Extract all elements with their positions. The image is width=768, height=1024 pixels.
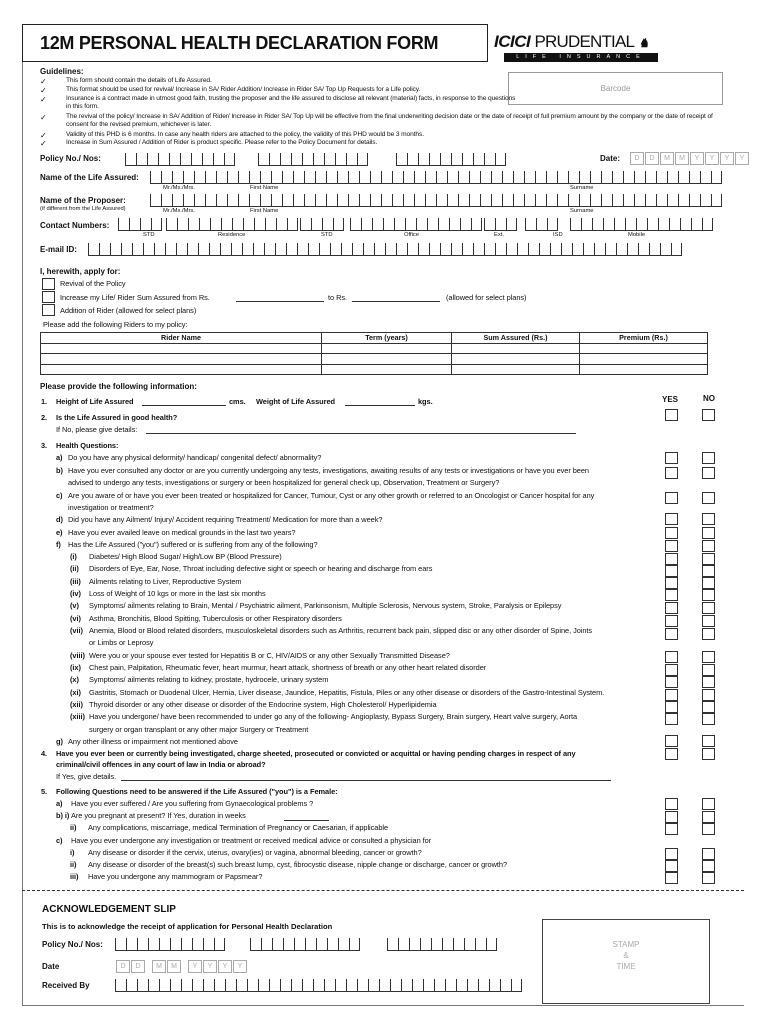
hint-std: STD — [143, 232, 155, 238]
q1-kgs: kgs. — [418, 397, 433, 406]
f-item-no-checkbox[interactable] — [702, 565, 715, 577]
q4-no-checkbox[interactable] — [702, 748, 715, 760]
table-row[interactable] — [41, 354, 708, 365]
q5-item-text: Any disease or disorder of the breast(s) such breast lump, cyst, fibrocystic disease, nipple change or discharge, cancer or growth? — [88, 860, 508, 869]
f-item-no-checkbox[interactable] — [702, 701, 715, 713]
f-item-text: Disorders of Eye, Ear, Nose, Throat including defective sight or speech or hearing and discharge from ears — [89, 564, 433, 573]
f-item-number: (ii) — [70, 564, 79, 573]
q5-item-number: c) — [56, 836, 63, 845]
q3-number: 3. — [41, 441, 48, 450]
f-item-yes-checkbox[interactable] — [665, 553, 678, 565]
f-item-text: Symptoms/ ailments relating to Brain, Mental / Psychiatric ailment, Parkinsonism, Multiple Sclerosis, Nervous system, Stroke, Paralysis or Epilepsy — [89, 601, 562, 610]
cut-line — [22, 890, 744, 891]
f-item-no-checkbox[interactable] — [702, 713, 715, 725]
f-item-yes-checkbox[interactable] — [665, 713, 678, 725]
f-item-no-checkbox[interactable] — [702, 577, 715, 589]
q3-item-number: c) — [56, 491, 63, 500]
stamp-time-box — [542, 919, 710, 1004]
f-item-no-checkbox[interactable] — [702, 689, 715, 701]
f-item-number: (xiii) — [70, 712, 85, 721]
q3-item-no-checkbox[interactable] — [702, 540, 715, 552]
q3-item-no-checkbox[interactable] — [702, 467, 715, 479]
stamp-line-2: & — [623, 951, 629, 960]
f-item-no-checkbox[interactable] — [702, 615, 715, 627]
contact-isd-input[interactable] — [525, 218, 558, 231]
policy-no-input-1[interactable] — [125, 153, 235, 166]
increase-label: Increase my Life/ Rider Sum Assured from Rs. — [60, 293, 210, 302]
f-item-no-checkbox[interactable] — [702, 602, 715, 614]
f-item-text: Chest pain, Palpitation, Rheumatic fever, heart murmur, heart attack, shortness of breath or any other heart related disorder — [89, 663, 487, 672]
q5-item-number: ii) — [70, 860, 77, 869]
q2-yes-checkbox[interactable] — [665, 409, 678, 421]
f-item-text: Loss of Weight of 10 kgs or more in the last six months — [89, 589, 266, 598]
q3-g-item-no-checkbox[interactable] — [702, 735, 715, 747]
f-item-number: (iv) — [70, 589, 81, 598]
guidelines-heading: Guidelines: — [40, 67, 84, 76]
q5-item-no-checkbox[interactable] — [702, 823, 715, 835]
f-item-no-checkbox[interactable] — [702, 628, 715, 640]
proposer-name-input[interactable] — [150, 194, 722, 207]
f-item-no-checkbox[interactable] — [702, 553, 715, 565]
q1-cms: cms. — [229, 397, 246, 406]
life-assured-label: Name of the Life Assured: — [40, 173, 139, 182]
increase-to-label: to Rs. — [328, 293, 348, 302]
q4-yes-checkbox[interactable] — [665, 748, 678, 760]
f-item-text: surgery or organ transplant or any other major Surgery or Treatment — [89, 725, 309, 734]
q5-item-yes-checkbox[interactable] — [665, 872, 678, 884]
q1-weight-label: Weight of Life Assured — [256, 397, 335, 406]
q5-item-text: Are you pregnant at present? If Yes, duration in weeks — [71, 811, 246, 820]
q4-line-1: Have you ever been or currently being investigated, charge sheeted, prosecuted or convicted or acquittal or having pending charges in respect of any — [56, 749, 576, 758]
f-item-text: Asthma, Bronchitis, Blood Spitting, Tuberculosis or other Respiratory disorders — [89, 614, 342, 623]
q3-item-text: Has the Life Assured ("you") suffered or is suffering from any of the following? — [68, 540, 318, 549]
q3-item-yes-checkbox[interactable] — [665, 467, 678, 479]
proposer-label: Name of the Proposer: — [40, 196, 126, 205]
policy-no-input-3[interactable] — [396, 153, 506, 166]
q3-label: Health Questions: — [56, 441, 119, 450]
q3-item-no-checkbox[interactable] — [702, 527, 715, 539]
f-item-number: (xii) — [70, 700, 83, 709]
q2-detail-input[interactable] — [146, 433, 576, 434]
f-item-yes-checkbox[interactable] — [665, 701, 678, 713]
q5-label: Following Questions need to be answered if the Life Assured ("you") is a Female: — [56, 787, 338, 796]
stamp-line-1: STAMP — [612, 940, 640, 949]
q5-item-no-checkbox[interactable] — [702, 811, 715, 823]
contact-office-input[interactable] — [350, 218, 482, 231]
q5-item-yes-checkbox[interactable] — [665, 798, 678, 810]
contact-residence-input[interactable] — [166, 218, 298, 231]
f-item-number: (viii) — [70, 651, 85, 660]
col-term: Term (years) — [322, 333, 452, 344]
proposer-note: (if different from the Life Assured) — [40, 206, 126, 212]
q3-item-yes-checkbox[interactable] — [665, 492, 678, 504]
f-item-no-checkbox[interactable] — [702, 589, 715, 601]
left-border — [22, 62, 23, 892]
increase-from-input[interactable] — [236, 301, 324, 302]
apply-heading: I, herewith, apply for: — [40, 267, 121, 276]
contact-ext-input[interactable] — [484, 218, 517, 231]
q3-item-number: b) — [56, 466, 63, 475]
q3-item-text: Did you have any Ailment/ Injury/ Accident requiring Treatment/ Medication for more than a week? — [68, 515, 383, 524]
col-sum-assured: Sum Assured (Rs.) — [452, 333, 580, 344]
ack-policy-input-3[interactable] — [387, 938, 497, 951]
f-item-yes-checkbox[interactable] — [665, 602, 678, 614]
ack-policy-input-2[interactable] — [250, 938, 360, 951]
company-logo — [494, 27, 706, 65]
q3-item-yes-checkbox[interactable] — [665, 513, 678, 525]
left-border-slip — [22, 892, 23, 1006]
f-item-text: Were you or your spouse ever tested for Hepatitis B or C, HIV/AIDS or any other Sexually Transmitted Disease? — [89, 651, 450, 660]
guideline-item: ✓ Insurance is a contract made in utmost good faith, trusting the proposer and the life assured to disclose all relevant (material) facts, in response to the questions in this form. — [40, 95, 516, 111]
f-item-text: Have you undergone/ have been recommended to under go any of the following- Angioplasty, Bypass Surgery, Brain surgery, Heart valve surgery, Aorta — [89, 712, 578, 721]
stamp-line-3: TIME — [616, 962, 636, 971]
ack-heading: ACKNOWLEDGEMENT SLIP — [42, 904, 176, 915]
hint-first-name: First Name — [250, 208, 279, 214]
f-item-yes-checkbox[interactable] — [665, 628, 678, 640]
col-premium: Premium (Rs.) — [580, 333, 708, 344]
ack-policy-label: Policy No./ Nos: — [42, 940, 103, 949]
q3-item-number: a) — [56, 453, 63, 462]
q5-item-no-checkbox[interactable] — [702, 860, 715, 872]
check-icon: ✓ — [40, 77, 47, 86]
q3-item-no-checkbox[interactable] — [702, 452, 715, 464]
f-item-no-checkbox[interactable] — [702, 651, 715, 663]
f-item-yes-checkbox[interactable] — [665, 689, 678, 701]
bottom-border — [22, 1005, 744, 1006]
q3-item-text: Are you aware of or have you ever been treated or hospitalized for Cancer, Tumour, Cyst or any other growth or referred to an Oncologist or Cancer hospital for any — [68, 491, 595, 500]
q5-item-number: a) — [56, 799, 63, 808]
f-item-yes-checkbox[interactable] — [665, 651, 678, 663]
logo-brand: ICICI — [494, 32, 531, 51]
f-item-text: Anemia, Blood or Blood related disorders, musculoskeletal disorders such as Arthritis, recurrent back pain, slipped disc or any other disorder of Spine, Joints — [89, 626, 593, 635]
q5-item-yes-checkbox[interactable] — [665, 848, 678, 860]
q3-g-item-yes-checkbox[interactable] — [665, 735, 678, 747]
f-item-number: (vii) — [70, 626, 83, 635]
f-item-text: Ailments relating to Liver, Reproductive System — [89, 577, 242, 586]
f-item-yes-checkbox[interactable] — [665, 577, 678, 589]
increase-to-input[interactable] — [352, 301, 440, 302]
q3-item-number: d) — [56, 515, 63, 524]
email-input[interactable] — [88, 243, 682, 256]
height-input[interactable] — [142, 405, 226, 406]
revival-checkbox[interactable] — [42, 278, 55, 290]
f-item-text: or Limbs or Leprosy — [89, 638, 154, 647]
weight-input[interactable] — [345, 405, 415, 406]
hint-std: STD — [321, 232, 333, 238]
email-label: E-mail ID: — [40, 245, 77, 254]
q3-item-text: investigation or treatment? — [68, 503, 154, 512]
q3-g-item-number: g) — [56, 737, 63, 746]
hint-isd: ISD — [553, 232, 563, 238]
q2-label: Is the Life Assured in good health? — [56, 413, 178, 422]
q5-item-text: Any complications, miscarriage, medical Termination of Pregnancy or Caesarian, if applicable — [88, 823, 389, 832]
hint-ext: Ext. — [494, 232, 504, 238]
q5-item-no-checkbox[interactable] — [702, 848, 715, 860]
f-item-text: Gastritis, Stomach or Duodenal Ulcer, Hernia, Liver disease, Jaundice, Hepatitis, Fistula, Piles or any other disease or disorders of the Gastro-Intestinal System. — [89, 688, 605, 697]
f-item-number: (x) — [70, 675, 79, 684]
q4-number: 4. — [41, 749, 48, 758]
check-icon: ✓ — [40, 95, 47, 104]
q5-item-yes-checkbox[interactable] — [665, 860, 678, 872]
f-item-no-checkbox[interactable] — [702, 676, 715, 688]
f-item-number: (ix) — [70, 663, 81, 672]
q5-item-yes-checkbox[interactable] — [665, 823, 678, 835]
q5-item-yes-checkbox[interactable] — [665, 811, 678, 823]
f-item-number: (iii) — [70, 577, 81, 586]
q5-item-text: Have you ever suffered / Are you suffering from Gynaecological problems ? — [71, 799, 314, 808]
q4-line-2: criminal/civil offences in any court of law in India or abroad? — [56, 760, 266, 769]
logo-subtitle: LIFE INSURANCE — [504, 53, 658, 62]
f-item-yes-checkbox[interactable] — [665, 615, 678, 627]
guideline-item: ✓ This form should contain the details of Life Assured. — [40, 77, 212, 86]
no-header: NO — [703, 394, 715, 403]
f-item-number: (vi) — [70, 614, 81, 623]
q5-item-no-checkbox[interactable] — [702, 798, 715, 810]
q2-number: 2. — [41, 413, 48, 422]
hint-title: Mr./Ms./Mrs. — [163, 185, 195, 191]
q5-item-number: b) i) — [56, 811, 70, 820]
hint-first-name: First Name — [250, 185, 279, 191]
guideline-item: ✓ The revival of the policy/ Increase in SA/ Addition of Rider/ Increase in Rider SA/ Top Up will be effective from the final underwriting decision date or the date of receipt of full premium amount by the company or the date of receipt of consent for the revised premium, whichever is later. — [40, 113, 713, 129]
q3-item-number: f) — [56, 540, 61, 549]
f-item-number: (v) — [70, 601, 79, 610]
table-row[interactable] — [41, 343, 708, 354]
riders-table — [40, 332, 708, 375]
contact-mobile-input[interactable] — [570, 218, 713, 231]
check-icon: ✓ — [40, 139, 47, 148]
contact-office-std-input[interactable] — [300, 218, 344, 231]
hint-mobile: Mobile — [628, 232, 646, 238]
q1-number: 1. — [41, 397, 48, 406]
q3-item-text: Have you ever consulted any doctor or are you currently undergoing any tests, investigations, awaiting results of any tests or investigations or have you ever been — [68, 466, 589, 475]
q5-item-text: Any disease or disorder if the cervix, uterus, ovary(ies) or vagina, abnormal bleeding, cancer or growth? — [88, 848, 422, 857]
q1-height-label: Height of Life Assured — [56, 397, 134, 406]
q5-item-number: iii) — [70, 872, 79, 881]
policy-no-input-2[interactable] — [258, 153, 368, 166]
hint-surname: Surname — [570, 185, 594, 191]
addition-checkbox[interactable] — [42, 304, 55, 316]
check-icon: ✓ — [40, 131, 47, 140]
guideline-item: ✓ Increase in Sum Assured / Addition of Rider is product specific. Please refer to the Policy Document for details. — [40, 139, 378, 148]
contact-std-input[interactable] — [118, 218, 162, 231]
barcode-box: Barcode — [508, 72, 723, 105]
increase-note: (allowed for select plans) — [446, 293, 527, 302]
q5-item-text: Have you undergone any mammogram or Papsmear? — [88, 872, 263, 881]
f-item-yes-checkbox[interactable] — [665, 589, 678, 601]
info-heading: Please provide the following information: — [40, 382, 197, 391]
riders-prompt: Please add the following Riders to my policy: — [43, 320, 188, 329]
f-item-number: (i) — [70, 552, 77, 561]
form-title: 12M PERSONAL HEALTH DECLARATION FORM — [40, 33, 439, 53]
table-row[interactable] — [41, 364, 708, 375]
check-icon: ✓ — [40, 86, 47, 95]
q3-item-no-checkbox[interactable] — [702, 492, 715, 504]
q3-item-no-checkbox[interactable] — [702, 513, 715, 525]
col-rider-name: Rider Name — [41, 333, 322, 344]
q5-item-number: ii) — [70, 823, 77, 832]
ack-date-input[interactable]: D D M M Y Y Y Y — [116, 960, 248, 973]
policy-no-label: Policy No./ Nos: — [40, 154, 101, 163]
q4-detail-input[interactable] — [121, 780, 611, 781]
q2-detail-label: If No, please give details: — [56, 425, 138, 434]
f-item-yes-checkbox[interactable] — [665, 664, 678, 676]
q3-item-yes-checkbox[interactable] — [665, 452, 678, 464]
logo-name: PRUDENTIAL — [534, 32, 635, 51]
check-icon: ✓ — [40, 113, 47, 122]
ack-date-label: Date — [42, 962, 60, 971]
q4-detail-label: If Yes, give details. — [56, 772, 117, 781]
q3-item-text: advised to undergo any tests, investigations or surgery or been hospitalized for general check up, Observation, Treatment or Surgery? — [68, 478, 500, 487]
logo-wordmark — [494, 31, 649, 52]
f-item-yes-checkbox[interactable] — [665, 676, 678, 688]
ack-received-input[interactable] — [115, 979, 522, 992]
ack-text: This is to acknowledge the receipt of application for Personal Health Declaration — [42, 922, 333, 931]
pregnancy-weeks-input[interactable] — [284, 820, 329, 821]
life-assured-name-input[interactable] — [150, 171, 722, 184]
q3-item-yes-checkbox[interactable] — [665, 527, 678, 539]
q3-item-number: e) — [56, 528, 63, 537]
date-input[interactable]: D D M M Y Y Y Y — [630, 152, 750, 165]
q5-item-no-checkbox[interactable] — [702, 872, 715, 884]
f-item-yes-checkbox[interactable] — [665, 565, 678, 577]
hint-residence: Residence — [218, 232, 246, 238]
q5-item-text: Have you ever undergone any investigation or treatment or received medical advice or consulted a physician for — [71, 836, 432, 845]
hint-surname: Surname — [570, 208, 594, 214]
q2-no-checkbox[interactable] — [702, 409, 715, 421]
date-label: Date: — [600, 154, 621, 163]
q3-g-item-text: Any other illness or impairment not mentioned above — [68, 737, 238, 746]
f-item-no-checkbox[interactable] — [702, 664, 715, 676]
addition-label: Addition of Rider (allowed for select plans) — [60, 306, 197, 315]
f-item-text: Thyroid disorder or any other disease or disorder of the Endocrine system, High Cholesterol/ Hyperlipidemia — [89, 700, 437, 709]
q3-item-text: Do you have any physical deformity/ handicap/ congenital defect/ abnormality? — [68, 453, 322, 462]
f-item-text: Symptoms/ ailments relating to kidney, prostate, hydrocele, urinary system — [89, 675, 329, 684]
q3-item-text: Have you ever availed leave on medical grounds in the last two years? — [68, 528, 296, 537]
q5-item-number: i) — [70, 848, 75, 857]
revival-label: Revival of the Policy — [60, 279, 126, 288]
f-item-text: Diabetes/ High Blood Sugar/ High/Low BP (Blood Pressure) — [89, 552, 282, 561]
guideline-item: ✓ Validity of this PHD is 6 months. In case any health riders are attached to the policy, the validity of this PHD would be 3 months. — [40, 131, 424, 140]
ack-policy-input-1[interactable] — [115, 938, 225, 951]
q5-number: 5. — [41, 787, 48, 796]
q3-item-yes-checkbox[interactable] — [665, 540, 678, 552]
lion-icon: ♞ — [638, 36, 649, 50]
hint-title: Mr./Ms./Mrs. — [163, 208, 195, 214]
yes-header: YES — [662, 395, 679, 404]
f-item-number: (xi) — [70, 688, 81, 697]
table-header-row — [41, 333, 708, 344]
contact-label: Contact Numbers: — [40, 221, 110, 230]
ack-received-label: Received By — [42, 981, 90, 990]
hint-office: Office — [404, 232, 420, 238]
increase-checkbox[interactable] — [42, 291, 55, 303]
guideline-item: ✓ This format should be used for revival/ Increase in SA/ Rider Addition/ Increase in Rider SA/ Top Up Requests for a Life policy. — [40, 86, 421, 95]
